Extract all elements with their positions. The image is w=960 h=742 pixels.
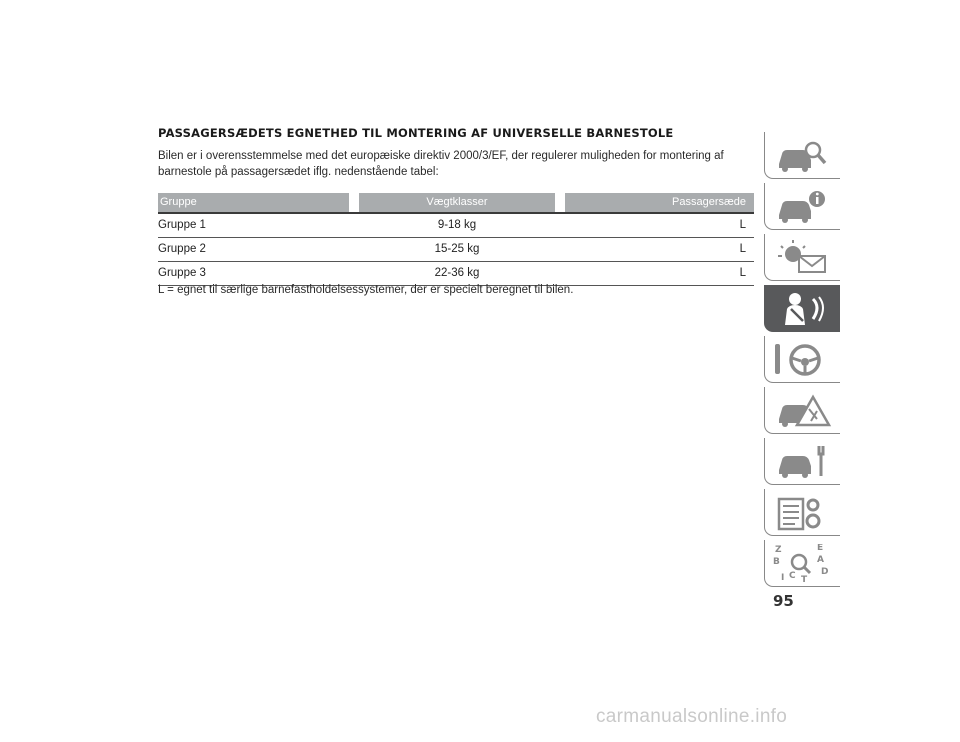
table-row <box>158 214 754 238</box>
car-search-icon <box>773 136 833 174</box>
svg-text:E: E <box>817 544 824 553</box>
header-vaegtklasser: Vægtklasser <box>359 193 556 212</box>
cell-group: Gruppe 3 <box>158 267 206 279</box>
steering-wheel-icon <box>773 340 833 378</box>
cell-group: Gruppe 1 <box>158 219 206 231</box>
tab-driving[interactable] <box>764 336 840 383</box>
table-header <box>158 193 754 212</box>
technical-data-icon <box>773 493 833 531</box>
tab-index[interactable] <box>764 540 840 587</box>
svg-text:B: B <box>773 557 780 567</box>
header-passagersaede: Passagersæde <box>565 193 754 212</box>
tab-emergency[interactable] <box>764 387 840 434</box>
section-heading: PASSAGERSÆDETS EGNETHED TIL MONTERING AF UNIVERSELLE BARNESTOLE <box>158 126 674 140</box>
cell-weight: 22-36 kg <box>434 267 480 279</box>
cell-weight: 15-25 kg <box>434 243 480 255</box>
tab-technical-data[interactable] <box>764 489 840 536</box>
tab-maintenance[interactable] <box>764 438 840 485</box>
tab-warning-lights[interactable] <box>764 234 840 281</box>
svg-text:C: C <box>789 571 796 581</box>
cell-suitability: L <box>739 243 746 255</box>
header-gruppe: Gruppe <box>158 193 349 212</box>
watermark: carmanualsonline.info <box>596 706 788 727</box>
cell-group: Gruppe 2 <box>158 243 206 255</box>
tab-safety[interactable] <box>764 285 840 332</box>
car-emergency-icon <box>773 391 833 429</box>
tab-car-search[interactable] <box>764 132 840 179</box>
tab-car-info[interactable] <box>764 183 840 230</box>
svg-text:Z: Z <box>775 545 782 555</box>
cell-suitability: L <box>739 267 746 279</box>
table-row <box>158 262 754 286</box>
page-number: 95 <box>773 592 794 610</box>
svg-text:A: A <box>817 555 824 565</box>
airbag-safety-icon <box>773 289 833 327</box>
chapter-tabs <box>764 132 840 591</box>
intro-paragraph: Bilen er i overensstemmelse med det europæiske direktiv 2000/3/EF, der regulerer muligheden for montering af barnestole på passagersædet iflg. nedenstående tabel: <box>158 150 724 178</box>
cell-weight: 9-18 kg <box>437 219 477 231</box>
car-maintenance-icon <box>773 442 833 480</box>
child-seat-table <box>158 193 754 286</box>
table-row <box>158 238 754 262</box>
warning-light-message-icon <box>773 238 833 276</box>
legend-note: L = egnet til særlige barnefastholdelsessystemer, der er specielt beregnet til bilen. <box>158 284 574 296</box>
alphabetical-index-icon <box>773 544 833 582</box>
svg-text:T: T <box>801 575 808 582</box>
svg-text:I: I <box>781 573 785 582</box>
svg-text:D: D <box>821 567 829 577</box>
car-info-icon <box>773 187 833 225</box>
cell-suitability: L <box>739 219 746 231</box>
